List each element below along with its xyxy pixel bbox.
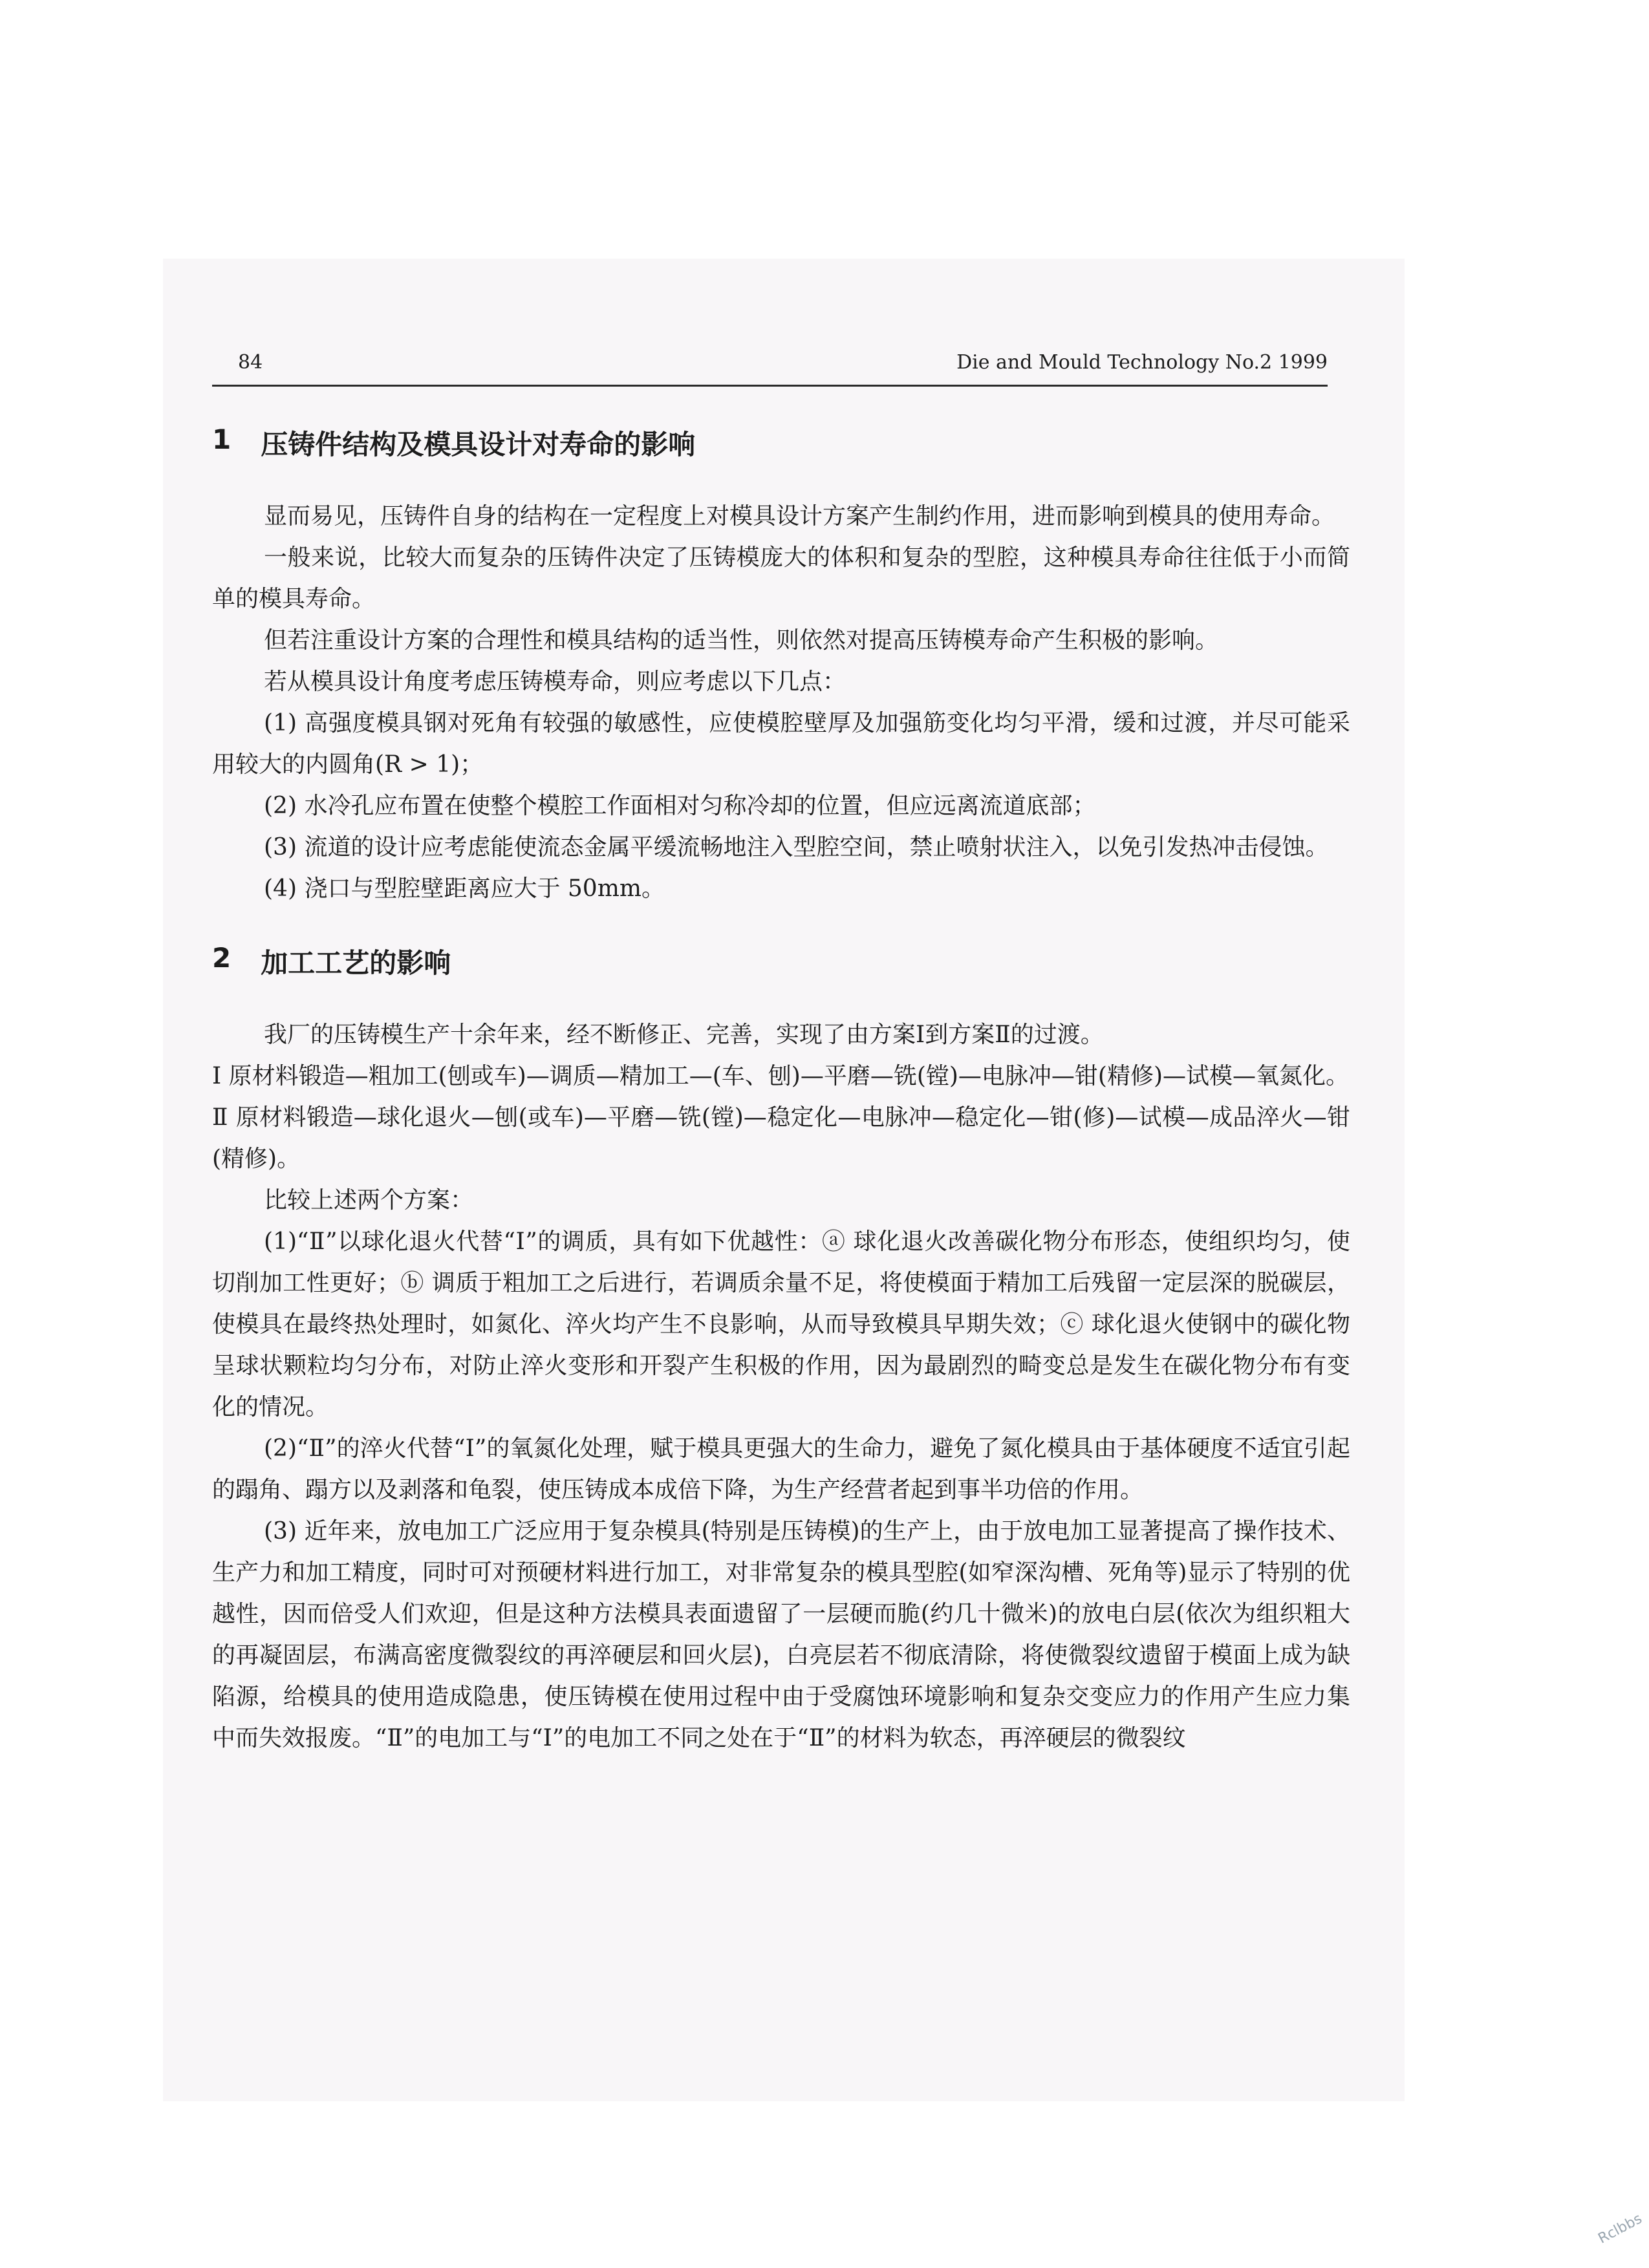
- list-item: (4) 浇口与型腔壁距离应大于 50mm。: [264, 875, 665, 902]
- process-flow-scheme-1: Ⅰ 原材料锻造—粗加工(刨或车)—调质—精加工—(车、刨)—平磨—铣(镗)—电脉冲—钳(精修)—试模—氧氮化。: [212, 1063, 1350, 1089]
- list-item: (2) 水冷孔应布置在使整个模腔工作面相对匀称冷却的位置，但应远离流道底部；: [264, 793, 1096, 819]
- section-number: 1: [212, 423, 232, 455]
- section-title: 加工工艺的影响: [261, 947, 451, 979]
- list-item: (2)“Ⅱ”的淬火代替“Ⅰ”的氧氮化处理，赋于模具更强大的生命力，避免了氮化模具由于基体硬度不适宜引起的蹋角、蹋方以及剥落和龟裂，使压铸成本成倍下降，为生产经营者起到事半功倍的作用。: [212, 1435, 1350, 1503]
- paragraph: 比较上述两个方案：: [264, 1187, 474, 1214]
- header-rule: [212, 385, 1328, 387]
- list-item: (3) 流道的设计应考虑能使流态金属平缓流畅地注入型腔空间，禁止喷射状注入，以免引发热冲击侵蚀。: [264, 834, 1329, 861]
- paragraph: 我厂的压铸模生产十余年来，经不断修正、完善，实现了由方案Ⅰ到方案Ⅱ的过渡。: [264, 1022, 1104, 1048]
- paragraph: 若从模具设计角度考虑压铸模寿命，则应考虑以下几点：: [264, 669, 846, 695]
- page-header: [212, 346, 1328, 378]
- section-number: 2: [212, 942, 232, 974]
- list-item: (1) 高强度模具钢对死角有较强的敏感性，应使模腔壁厚及加强筋变化均匀平滑，缓和过渡，并尽可能采用较大的内圆角(R > 1)；: [212, 710, 1350, 778]
- paragraph: 但若注重设计方案的合理性和模具结构的适当性，则依然对提高压铸模寿命产生积极的影响。: [264, 627, 1219, 654]
- article-body: [212, 423, 1350, 1759]
- section-title: 压铸件结构及模具设计对寿命的影响: [261, 429, 696, 460]
- list-item: (1)“Ⅱ”以球化退火代替“Ⅰ”的调质，具有如下优越性：ⓐ 球化退火改善碳化物分布形态，使组织均匀，使切削加工性更好；ⓑ 调质于粗加工之后进行，若调质余量不足，将使模面于精加工后残留一定层深的脱碳层，使模具在最终热处理时，如氮化、淬火均产生不良影响，从而导致模具早期失效；ⓒ 球化退火使钢中的碳化物呈球状颗粒均匀分布，对防止淬火变形和开裂产生积极的作用，因为最剧烈的畸变总是发生在碳化物分布有变化的情况。: [212, 1228, 1350, 1420]
- section-1-heading: [212, 423, 1350, 462]
- page-number: 84: [238, 351, 263, 374]
- journal-title: Die and Mould Technology No.2 1999: [956, 351, 1328, 374]
- paragraph: 显而易见，压铸件自身的结构在一定程度上对模具设计方案产生制约作用，进而影响到模具的使用寿命。: [264, 503, 1335, 530]
- watermark-stamp: Rclbbs: [1595, 2210, 1645, 2247]
- paragraph: 一般来说，比较大而复杂的压铸件决定了压铸模庞大的体积和复杂的型腔，这种模具寿命往往低于小而简单的模具寿命。: [212, 544, 1350, 612]
- list-item: (3) 近年来，放电加工广泛应用于复杂模具(特别是压铸模)的生产上，由于放电加工显著提高了操作技术、生产力和加工精度，同时可对预硬材料进行加工，对非常复杂的模具型腔(如窄深沟槽、死角等)显示了特别的优越性，因而倍受人们欢迎，但是这种方法模具表面遗留了一层硬而脆(约几十微米)的放电白层(依次为组织粗大的再凝固层，布满高密度微裂纹的再淬硬层和回火层)，白亮层若不彻底清除，将使微裂纹遗留于模面上成为缺陷源，给模具的使用造成隐患，使压铸模在使用过程中由于受腐蚀环境影响和复杂交变应力的作用产生应力集中而失效报废。“Ⅱ”的电加工与“Ⅰ”的电加工不同之处在于“Ⅱ”的材料为软态，再淬硬层的微裂纹: [212, 1518, 1350, 1751]
- section-2-heading: [212, 942, 1350, 981]
- process-flow-scheme-2: Ⅱ 原材料锻造—球化退火—刨(或车)—平磨—铣(镗)—稳定化—电脉冲—稳定化—钳(修)—试模—成品淬火—钳(精修)。: [212, 1104, 1350, 1172]
